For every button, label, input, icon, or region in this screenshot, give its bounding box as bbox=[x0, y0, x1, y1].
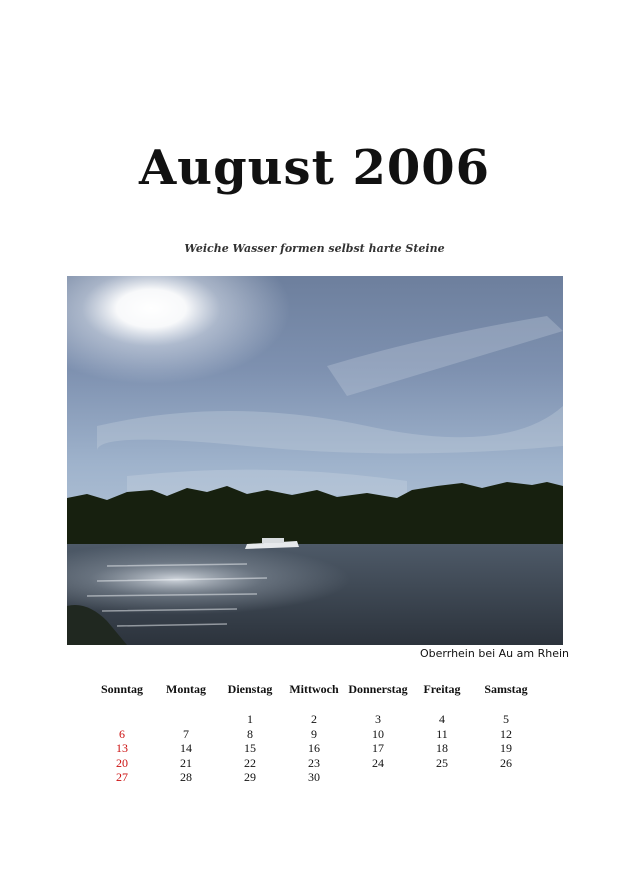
day-cell: 22 bbox=[244, 755, 256, 770]
day-cell: 26 bbox=[500, 755, 512, 770]
day-cell: 25 bbox=[436, 755, 448, 770]
day-cell: 11 bbox=[436, 726, 448, 741]
day-cell: 12 bbox=[500, 726, 512, 741]
page-title: August 2006 bbox=[138, 140, 491, 196]
weekday-mittwoch: Mittwoch bbox=[289, 682, 339, 696]
calendar-grid bbox=[90, 682, 540, 785]
river-photo bbox=[67, 276, 563, 645]
weekday-sonntag: Sonntag bbox=[100, 682, 144, 696]
day-cell: 7 bbox=[183, 726, 189, 741]
day-cell: 17 bbox=[372, 741, 384, 755]
day-cell: 23 bbox=[308, 755, 320, 770]
week-row bbox=[90, 727, 540, 742]
day-cell: 18 bbox=[436, 741, 448, 755]
day-cell: 2 bbox=[311, 712, 317, 726]
day-cell: 14 bbox=[180, 741, 192, 755]
day-cell: 16 bbox=[308, 741, 320, 755]
day-cell: 30 bbox=[308, 770, 320, 784]
weekday-freitag: Freitag bbox=[423, 682, 461, 696]
day-cell bbox=[410, 770, 474, 785]
day-cell: 15 bbox=[244, 741, 256, 755]
day-cell bbox=[346, 770, 410, 785]
week-row bbox=[90, 712, 540, 727]
motto: Weiche Wasser formen selbst harte Steine bbox=[184, 242, 445, 255]
day-cell bbox=[154, 712, 218, 727]
photo-caption: Oberrhein bei Au am Rhein bbox=[420, 647, 569, 660]
day-cell: 9 bbox=[311, 726, 317, 741]
day-cell: 20 bbox=[116, 755, 128, 770]
day-cell: 3 bbox=[375, 712, 381, 726]
day-cell: 5 bbox=[503, 712, 509, 726]
day-cell: 10 bbox=[372, 726, 384, 741]
day-cell: 8 bbox=[247, 726, 253, 741]
weekday-samstag: Samstag bbox=[484, 682, 528, 696]
day-cell: 13 bbox=[116, 741, 128, 755]
day-cell: 29 bbox=[244, 770, 256, 784]
day-cell bbox=[90, 712, 154, 727]
day-cell: 6 bbox=[119, 726, 125, 741]
weekday-header bbox=[90, 682, 540, 712]
weekday-dienstag: Dienstag bbox=[227, 682, 273, 696]
week-row bbox=[90, 756, 540, 771]
day-cell: 19 bbox=[500, 741, 512, 755]
day-cell bbox=[474, 770, 538, 785]
day-cell: 24 bbox=[372, 755, 384, 770]
week-row bbox=[90, 770, 540, 785]
day-cell: 1 bbox=[247, 712, 253, 726]
week-row bbox=[90, 741, 540, 756]
weekday-donnerstag: Donnerstag bbox=[348, 682, 408, 696]
day-cell: 21 bbox=[180, 755, 192, 770]
weekday-montag: Montag bbox=[166, 682, 206, 696]
day-cell: 27 bbox=[116, 770, 128, 784]
day-cell: 4 bbox=[439, 712, 445, 726]
day-cell: 28 bbox=[180, 770, 192, 784]
